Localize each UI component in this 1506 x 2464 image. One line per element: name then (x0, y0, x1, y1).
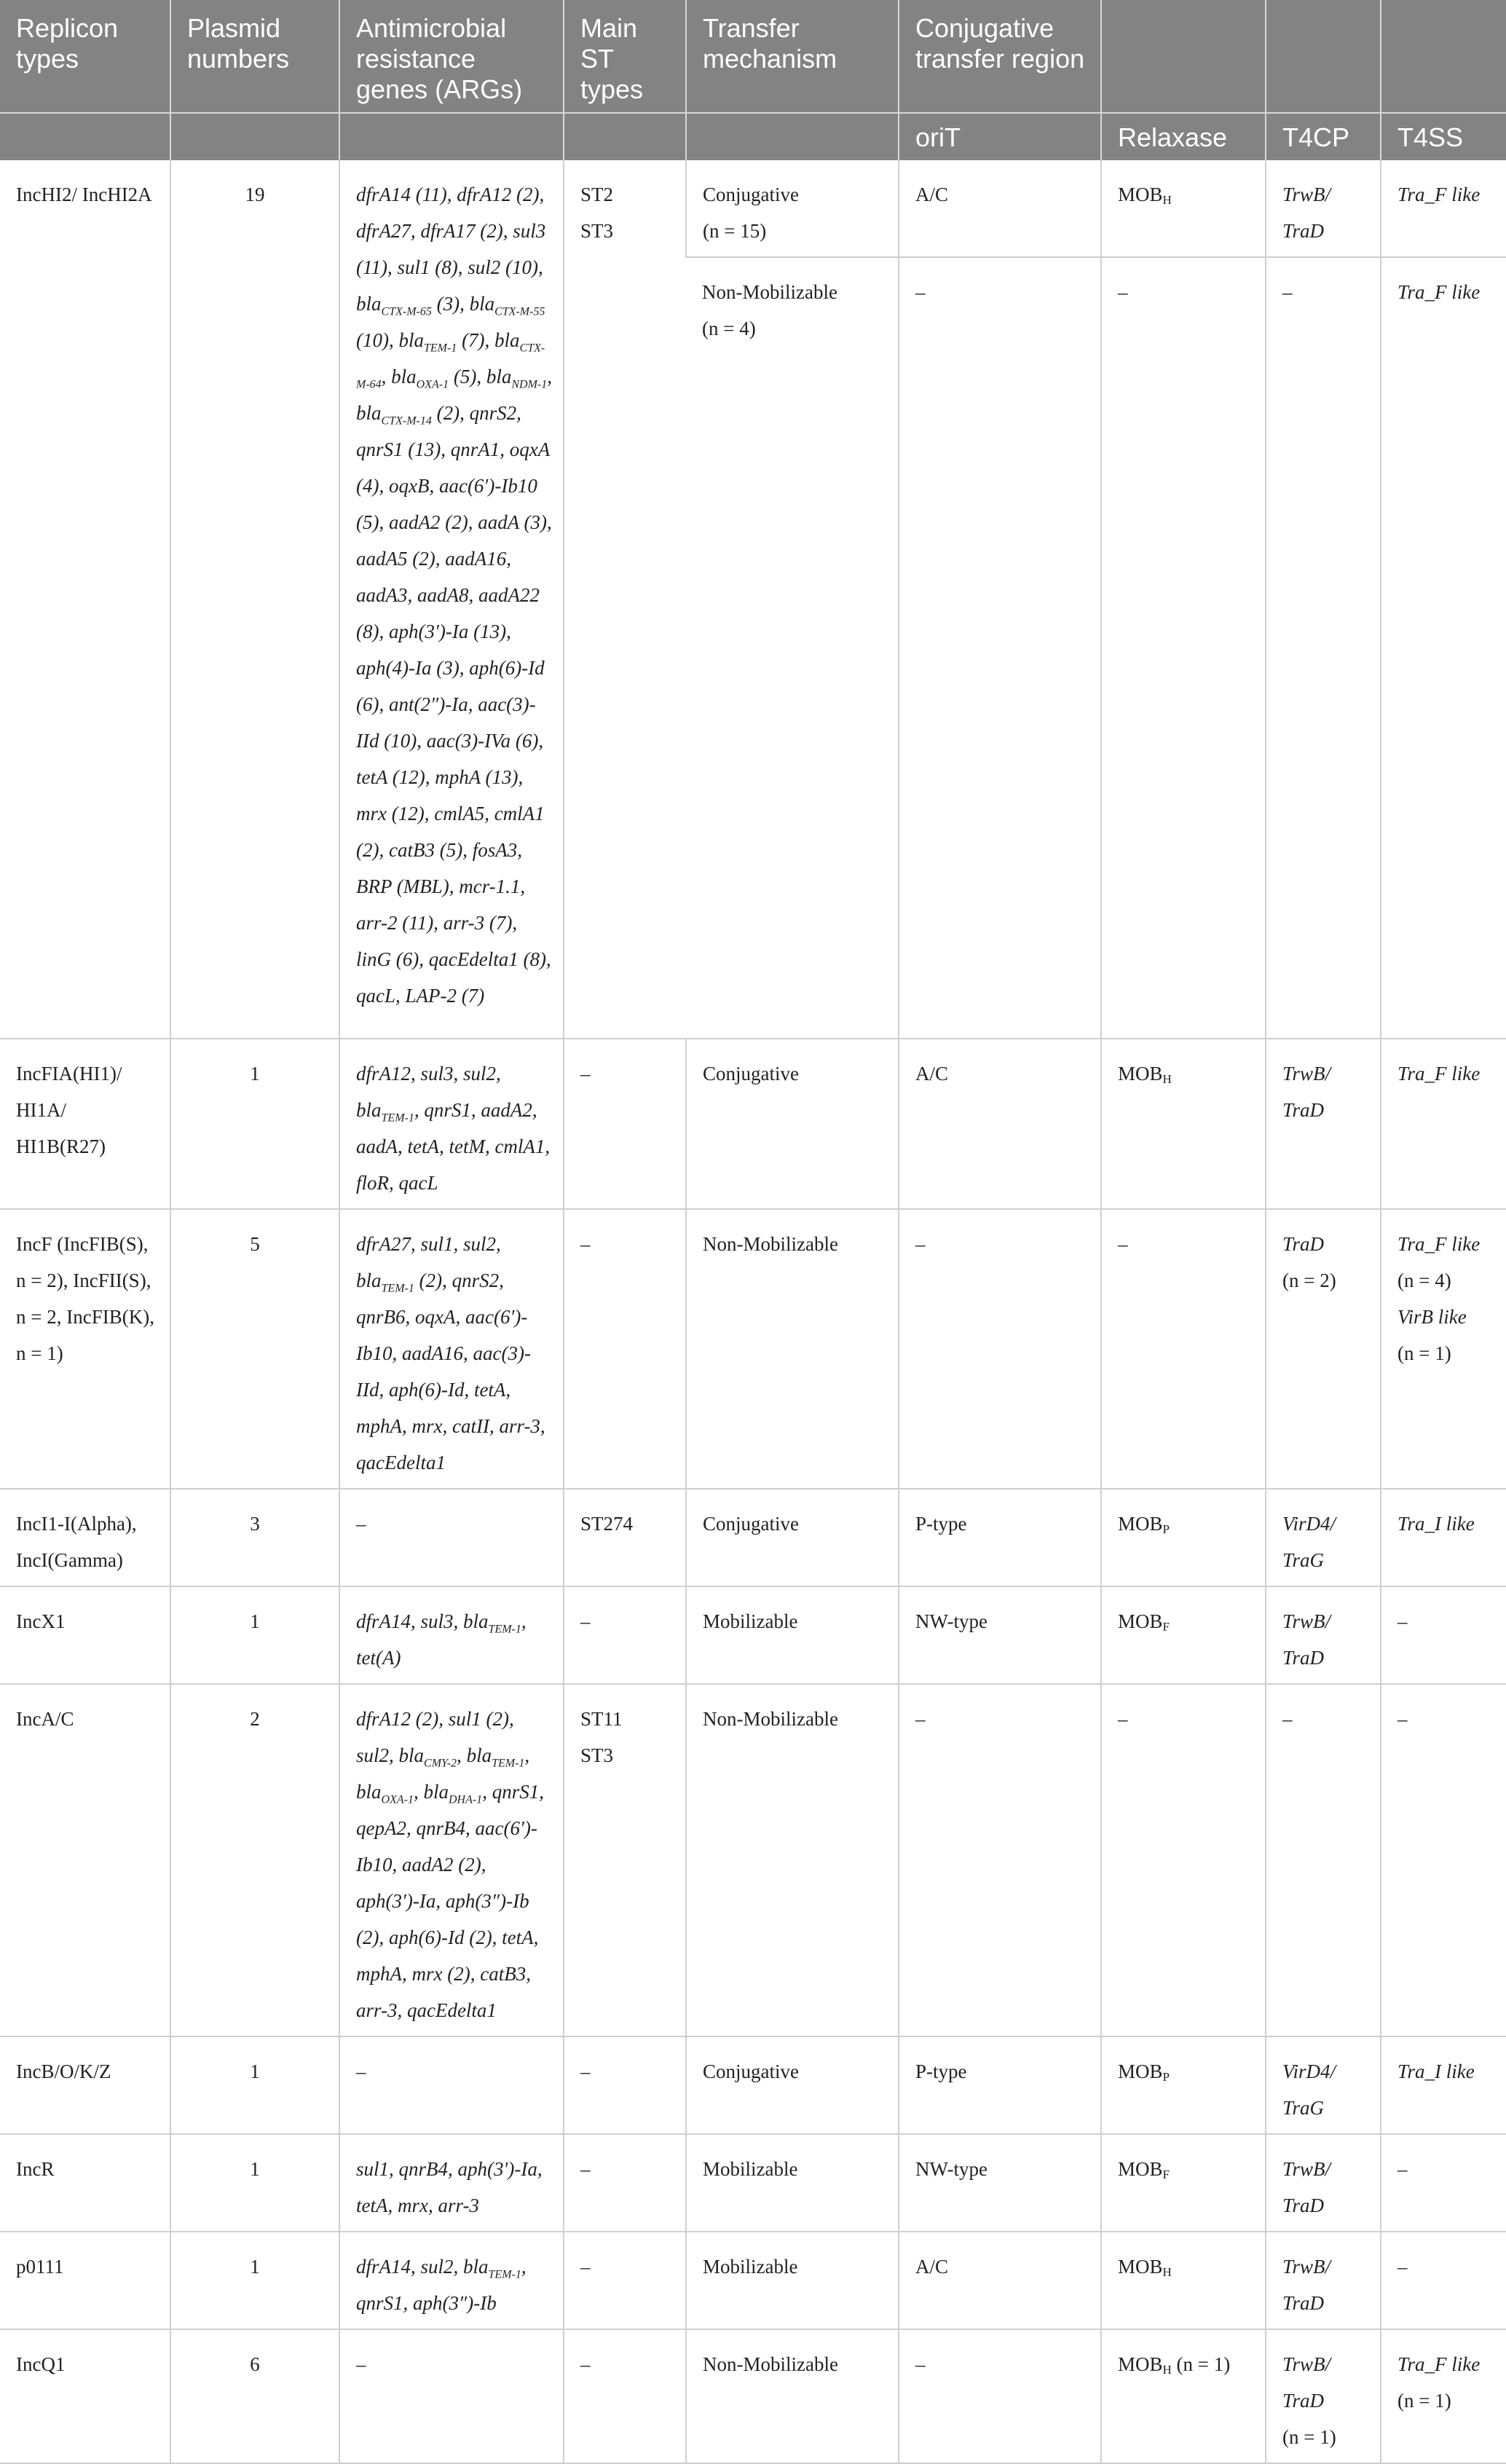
subheader-blank-3 (339, 113, 564, 160)
header-t4cp: T4CP (1266, 113, 1381, 160)
orit-cell: P-type (899, 1489, 1101, 1586)
args-cell: – (339, 2329, 564, 2463)
header-blank-1 (1101, 0, 1266, 113)
transfer-cell: Conjugative (686, 2036, 899, 2134)
transfer-cell: Conjugative (686, 1039, 899, 1209)
relaxase-cell: MOBP (1101, 2036, 1266, 2134)
orit-cell: A/C (899, 1039, 1101, 1209)
t4ss-cell: Tra_F like (n = 4) VirB like (n = 1) (1381, 1209, 1506, 1489)
relaxase-cell: MOBF (1101, 1586, 1266, 1684)
t4ss-cell: Tra_F like (n = 1) (1381, 2329, 1506, 2463)
plasmid-count: 6 (170, 2329, 339, 2463)
orit-cell: – (899, 257, 1101, 1039)
args-cell: – (339, 1489, 564, 1586)
plasmid-count: 2 (170, 1684, 339, 2036)
subheader-blank-5 (686, 113, 899, 160)
subheader-blank-2 (170, 113, 339, 160)
replicon-cell: IncF (IncFIB(S), n = 2), IncFII(S), n = 2, IncFIB(K), n = 1) (0, 1209, 170, 1489)
table-row (0, 1586, 1506, 1684)
orit-cell: A/C (899, 2232, 1101, 2329)
replicon-cell: IncQ1 (0, 2329, 170, 2463)
st-cell: – (564, 1586, 686, 1684)
t4cp-cell: TrwB/ TraD (1266, 2134, 1381, 2232)
plasmid-count: 1 (170, 2134, 339, 2232)
t4cp-cell: TrwB/ TraD (1266, 2232, 1381, 2329)
orit-cell: A/C (899, 160, 1101, 257)
orit-cell: – (899, 1684, 1101, 2036)
replicon-cell: IncB/O/K/Z (0, 2036, 170, 2134)
args-cell: – (339, 2036, 564, 2134)
table-row (0, 1209, 1506, 1489)
table-row (0, 160, 1506, 257)
relaxase-cell: – (1101, 1209, 1266, 1489)
t4cp-cell: – (1266, 1684, 1381, 2036)
transfer-cell: Conjugative (n = 15) (686, 160, 899, 257)
relaxase-cell: MOBH (1101, 160, 1266, 257)
st-cell: ST274 (564, 1489, 686, 1586)
args-cell: dfrA14 (11), dfrA12 (2), dfrA27, dfrA17 (2), sul3 (11), sul1 (8), sul2 (10), bla$_{CTX-M-65}$ (3), bla$_{CTX-M-55}$ (10), bla$_{TEM-1}$ (7), bla$_{CTX-M-64}$, bla$_{OXA-1}$ (5), bla$_{NDM-1}$, bla$_{CTX-M-14}$ (2), qnrS2, qnrS1 (13), qnrA1, oqxA (4), oqxB, aac(6′)-Ib10 (5), aadA2 (2), aadA (3), aadA5 (2), aadA16, aadA3, aadA8, aadA22 (8), aph(3′)-Ia (13), aph(4)-Ia (3), aph(6)-Id (6), ant(2″)-Ia, aac(3)-IId (10), aac(3)-IVa (6), tetA (12), mphA (13), mrx (12), cmlA5, cmlA1 (2), catB3 (5), fosA3, BRP (MBL), mcr-1.1, arr-2 (11), arr-3 (7), linG (6), qacEdelta1 (8), qacL, LAP-2 (7) (339, 160, 564, 1039)
plasmid-count: 1 (170, 2036, 339, 2134)
orit-cell: – (899, 1209, 1101, 1489)
plasmid-count: 19 (170, 160, 339, 1039)
transfer-cell: Mobilizable (686, 1586, 899, 1684)
table-row (0, 1684, 1506, 2036)
plasmid-count: 5 (170, 1209, 339, 1489)
st-cell: – (564, 2329, 686, 2463)
transfer-cell: Conjugative (686, 1489, 899, 1586)
t4cp-cell: TrwB/ TraD (1266, 1039, 1381, 1209)
table-row (0, 2036, 1506, 2134)
replicon-cell: IncX1 (0, 1586, 170, 1684)
transfer-cell: Mobilizable (686, 2134, 899, 2232)
orit-cell: – (899, 2329, 1101, 2463)
plasmid-count: 1 (170, 1039, 339, 1209)
subheader-row (0, 113, 1506, 160)
replicon-cell: IncR (0, 2134, 170, 2232)
args-cell: dfrA14, sul2, bla$_{TEM-1}$, qnrS1, aph(3″)-Ib (339, 2232, 564, 2329)
t4ss-cell: Tra_F like (1381, 257, 1506, 1039)
subheader-blank-4 (564, 113, 686, 160)
header-conjugative-transfer-region: Conjugative transfer region (899, 0, 1101, 113)
header-orit: oriT (899, 113, 1101, 160)
args-cell: dfrA12 (2), sul1 (2), sul2, bla$_{CMY-2}$, bla$_{TEM-1}$, bla$_{OXA-1}$, bla$_{DHA-1}$, qnrS1, qepA2, qnrB4, aac(6′)-Ib10, aadA2 (2), aph(3′)-Ia, aph(3″)-Ib (2), aph(6)-Id (2), tetA, mphA, mrx (2), catB3, arr-3, qacEdelta1 (339, 1684, 564, 2036)
t4cp-cell: – (1266, 257, 1381, 1039)
st-cell: – (564, 2232, 686, 2329)
header-transfer-mechanism: Transfer mechanism (686, 0, 899, 113)
t4cp-cell: TrwB/ TraD (1266, 1586, 1381, 1684)
args-cell: dfrA27, sul1, sul2, bla$_{TEM-1}$ (2), qnrS2, qnrB6, oqxA, aac(6′)-Ib10, aadA16, aac(3)-IId, aph(6)-Id, tetA, mphA, mrx, catII, arr-3, qacEdelta1 (339, 1209, 564, 1489)
transfer-cell: Mobilizable (686, 2232, 899, 2329)
replicon-cell: IncI1-I(Alpha), IncI(Gamma) (0, 1489, 170, 1586)
t4ss-cell: – (1381, 1684, 1506, 2036)
relaxase-cell: MOBF (1101, 2134, 1266, 2232)
t4cp-cell: TraD (n = 2) (1266, 1209, 1381, 1489)
plasmid-count: 1 (170, 2232, 339, 2329)
t4ss-cell: – (1381, 2232, 1506, 2329)
subheader-blank-1 (0, 113, 170, 160)
header-blank-3 (1381, 0, 1506, 113)
st-cell: ST11 ST3 (564, 1684, 686, 2036)
t4ss-cell: Tra_F like (1381, 1039, 1506, 1209)
table-row (0, 1039, 1506, 1209)
t4ss-cell: Tra_I like (1381, 1489, 1506, 1586)
st-cell: – (564, 2134, 686, 2232)
orit-cell: NW-type (899, 1586, 1101, 1684)
st-cell: – (564, 2036, 686, 2134)
replicon-cell: IncHI2/ IncHI2A (0, 160, 170, 1039)
relaxase-cell: MOBH (n = 1) (1101, 2329, 1266, 2463)
header-plasmid-numbers: Plasmid numbers (170, 0, 339, 113)
st-cell: – (564, 1039, 686, 1209)
t4cp-cell: VirD4/ TraG (1266, 2036, 1381, 2134)
header-main-st-types: Main ST types (564, 0, 686, 113)
t4ss-cell: Tra_F like (1381, 160, 1506, 257)
replicon-cell: IncFIA(HI1)/ HI1A/ HI1B(R27) (0, 1039, 170, 1209)
st-cell: ST2 ST3 (564, 160, 686, 1039)
orit-cell: P-type (899, 2036, 1101, 2134)
orit-cell: NW-type (899, 2134, 1101, 2232)
t4cp-cell: TrwB/ TraD (1266, 160, 1381, 257)
args-cell: sul1, qnrB4, aph(3′)-Ia, tetA, mrx, arr-3 (339, 2134, 564, 2232)
header-replicon-types: Replicon types (0, 0, 170, 113)
st-cell: – (564, 1209, 686, 1489)
header-blank-2 (1266, 0, 1381, 113)
table-row (0, 2232, 1506, 2329)
args-cell: dfrA14, sul3, bla$_{TEM-1}$, tet(A) (339, 1586, 564, 1684)
t4cp-cell: VirD4/ TraG (1266, 1489, 1381, 1586)
transfer-cell: Non-Mobilizable (686, 2329, 899, 2463)
t4ss-cell: Tra_I like (1381, 2036, 1506, 2134)
plasmid-count: 3 (170, 1489, 339, 1586)
header-args: Antimicrobial resistance genes (ARGs) (339, 0, 564, 113)
args-cell: dfrA12, sul3, sul2, bla$_{TEM-1}$, qnrS1, aadA2, aadA, tetA, tetM, cmlA1, floR, qacL (339, 1039, 564, 1209)
replicon-cell: IncA/C (0, 1684, 170, 2036)
t4ss-cell: – (1381, 1586, 1506, 1684)
plasmid-count: 1 (170, 1586, 339, 1684)
relaxase-cell: MOBH (1101, 1039, 1266, 1209)
relaxase-cell: – (1101, 1684, 1266, 2036)
header-row (0, 0, 1506, 113)
header-t4ss: T4SS (1381, 113, 1506, 160)
table-row (0, 1489, 1506, 1586)
t4ss-cell: – (1381, 2134, 1506, 2232)
header-relaxase: Relaxase (1101, 113, 1266, 160)
table-row (0, 2134, 1506, 2232)
relaxase-cell: – (1101, 257, 1266, 1039)
table-row (0, 2329, 1506, 2463)
replicon-cell: p0111 (0, 2232, 170, 2329)
relaxase-cell: MOBH (1101, 2232, 1266, 2329)
transfer-cell: Non-Mobilizable (686, 1209, 899, 1489)
transfer-cell: Non-Mobilizable (n = 4) (686, 257, 899, 1039)
transfer-cell: Non-Mobilizable (686, 1684, 899, 2036)
t4cp-cell: TrwB/ TraD (n = 1) (1266, 2329, 1381, 2463)
relaxase-cell: MOBP (1101, 1489, 1266, 1586)
